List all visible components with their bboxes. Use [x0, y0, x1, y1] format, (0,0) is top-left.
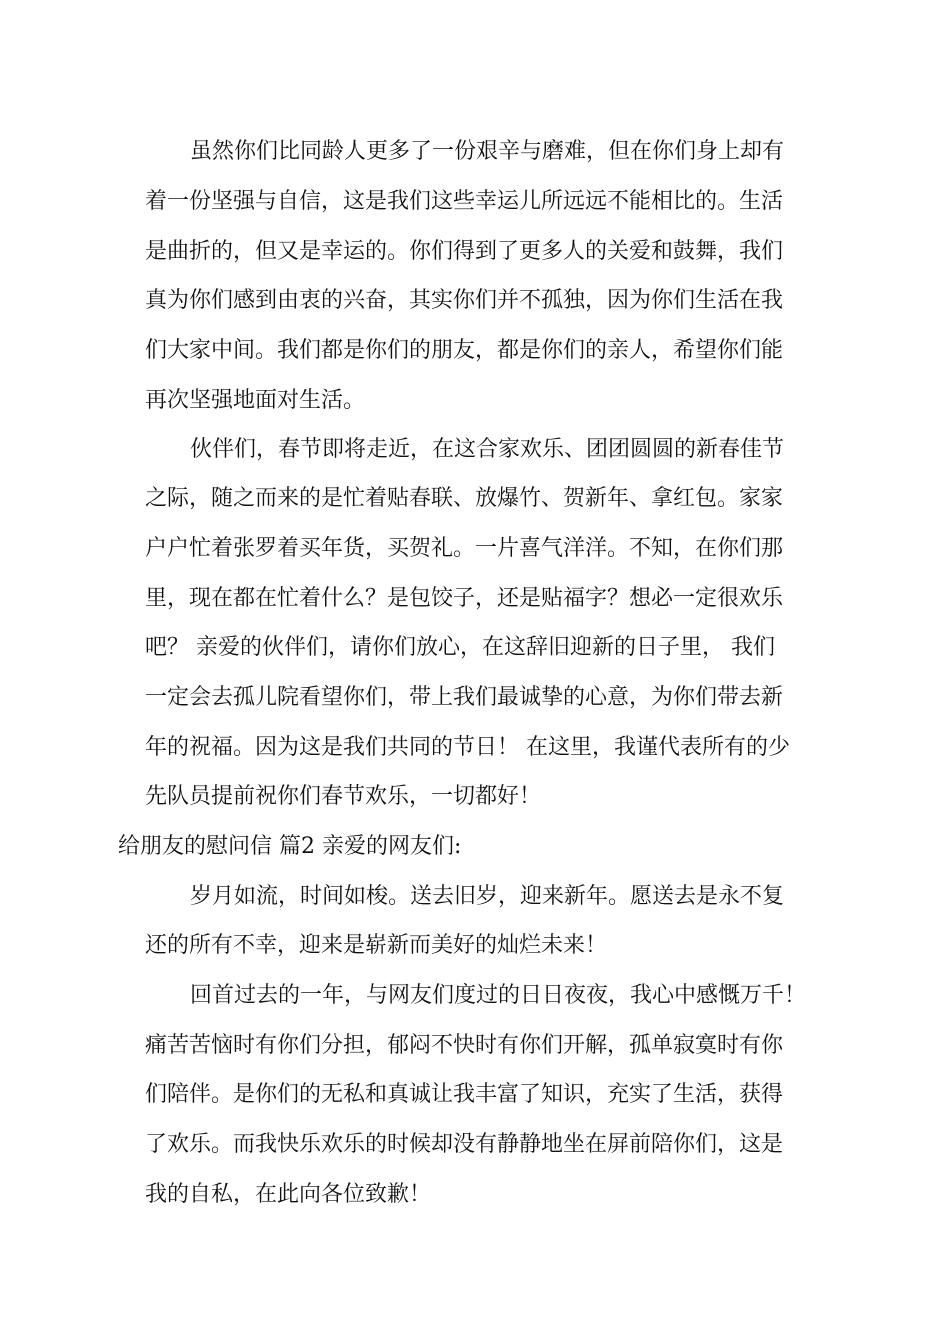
text-line: 里，现在都在忙着什么？是包饺子，还是贴福字？想必一定很欢乐 [145, 586, 784, 611]
text-line: 之际，随之而来的是忙着贴春联、放爆竹、贺新年、拿红包。家家 [145, 486, 784, 511]
text-line: 年的祝福。因为这是我们共同的节日！ 在这里，我谨代表所有的少 [145, 735, 790, 760]
text-line: 再次坚强地面对生活。 [145, 388, 366, 413]
text-line: 先队员提前祝你们春节欢乐，一切都好！ [145, 784, 542, 809]
text-line: 我的自私，在此向各位致歉！ [145, 1182, 432, 1207]
text-line: 们大家中间。我们都是你们的朋友，都是你们的亲人，希望你们能 [145, 338, 784, 363]
text-line: 一定会去孤儿院看望你们，带上我们最诚挚的心意，为你们带去新 [145, 685, 784, 710]
text-line: 伙伴们，春节即将走近，在这合家欢乐、团团圆圆的新春佳节 [190, 437, 785, 462]
text-line: 是曲折的，但又是幸运的。你们得到了更多人的关爱和鼓舞，我们 [145, 239, 784, 264]
text-line: 真为你们感到由衷的兴奋，其实你们并不孤独，因为你们生活在我 [145, 288, 784, 313]
text-line: 虽然你们比同龄人更多了一份艰辛与磨难，但在你们身上却有 [190, 139, 785, 164]
text-line: 还的所有不幸，迎来是崭新而美好的灿烂未来！ [145, 933, 608, 958]
section-heading: 给朋友的慰问信 篇2 亲爱的网友们: [118, 834, 462, 859]
text-line: 户户忙着张罗着买年货，买贺礼。一片喜气洋洋。不知，在你们那 [145, 536, 784, 561]
text-line: 岁月如流，时间如梭。送去旧岁，迎来新年。愿送去是永不复 [190, 884, 785, 909]
text-line: 们陪伴。是你们的无私和真诚让我丰富了知识，充实了生活，获得 [145, 1082, 784, 1107]
text-line: 了欢乐。而我快乐欢乐的时候却没有静静地坐在屏前陪你们，这是 [145, 1132, 784, 1157]
text-line: 痛苦苦恼时有你们分担，郁闷不快时有你们开解，孤单寂寞时有你 [145, 1033, 784, 1058]
text-line: 着一份坚强与自信，这是我们这些幸运儿所远远不能相比的。生活 [145, 189, 784, 214]
text-line: 回首过去的一年，与网友们度过的日日夜夜，我心中感慨万千！ [190, 983, 807, 1008]
text-line: 吧？ 亲爱的伙伴们，请你们放心，在这辞旧迎新的日子里， 我们 [145, 635, 775, 660]
